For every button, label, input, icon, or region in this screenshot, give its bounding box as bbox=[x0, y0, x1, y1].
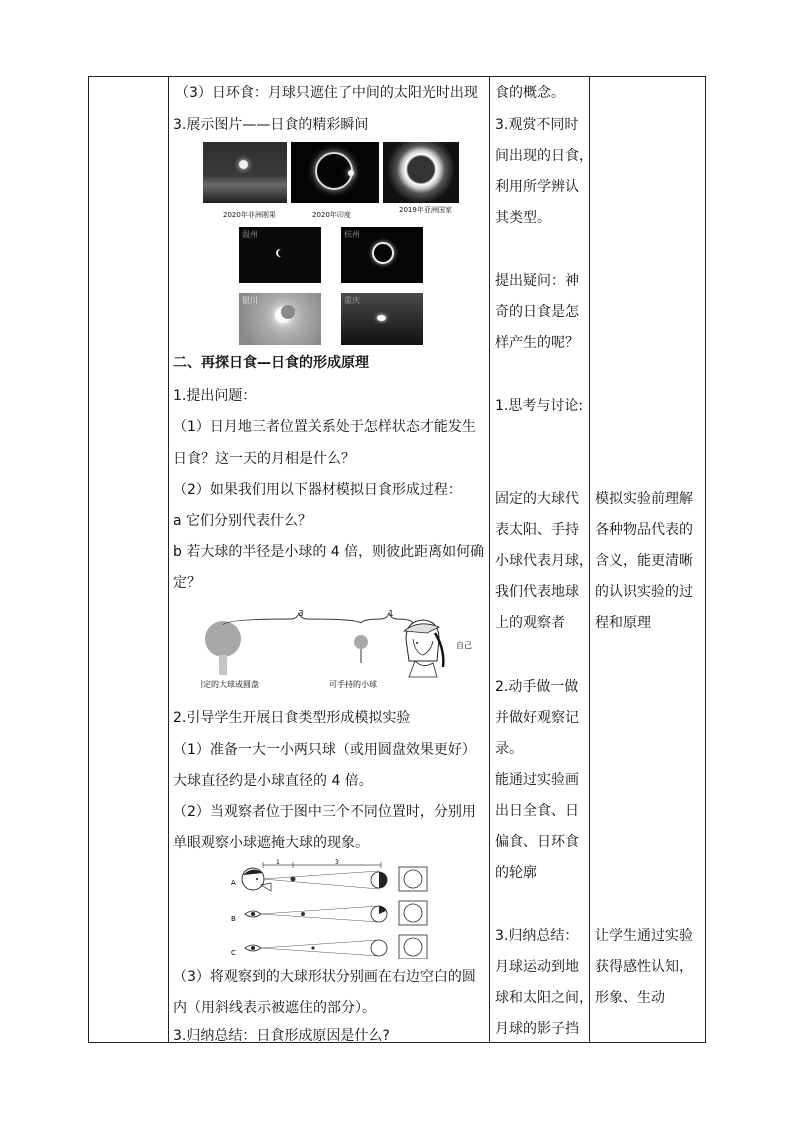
question-heading: 1.提出问题： bbox=[173, 388, 257, 404]
activity-line: 球和太阳之间， bbox=[495, 990, 593, 1006]
activity-line: 其类型。 bbox=[495, 210, 551, 226]
city-label-hangzhou: 杭州 bbox=[344, 230, 360, 239]
small-ball-label: 可手持的小球 bbox=[329, 680, 377, 689]
intent-line: 形象、生动 bbox=[595, 990, 665, 1006]
experiment-step1-line1: （1）准备一大一小两只球（或用圆盘效果更好） bbox=[173, 742, 476, 758]
position-label-c: C bbox=[231, 949, 236, 957]
summary-question: 3.归纳总结：日食形成原因是什么? bbox=[173, 1028, 390, 1044]
city-label-wenzhou: 温州 bbox=[242, 230, 258, 239]
activity-line: 3.观赏不同时 bbox=[495, 117, 579, 133]
city-label-yinchuan: 银川 bbox=[242, 296, 258, 305]
lesson-table bbox=[88, 76, 706, 1043]
activity-line: 月球的影子挡 bbox=[495, 1021, 579, 1037]
distance-label-3: 3 bbox=[298, 609, 304, 618]
activity-line: 样产生的呢？ bbox=[495, 335, 579, 351]
activity-line: 的轮廓 bbox=[495, 865, 537, 881]
activity-line: 提出疑问：神 bbox=[495, 273, 579, 289]
section2-title: 二、再探日食—日食的形成原理 bbox=[173, 355, 369, 371]
experiment-step1-line2: 大球直径约是小球直径的 4 倍。 bbox=[173, 773, 373, 789]
question-a-line: a 它们分别代表什么？ bbox=[173, 513, 313, 529]
eclipse-photo-india bbox=[291, 142, 379, 203]
activity-line: 我们代表地球 bbox=[495, 584, 579, 600]
position-label-b: B bbox=[231, 915, 236, 923]
tick-label-3: 3 bbox=[335, 859, 339, 866]
eclipse-photo-wenzhou bbox=[239, 227, 321, 283]
activity-line: 奇的日食是怎 bbox=[495, 304, 579, 320]
question-b-line1: b 若大球的半径是小球的 4 倍，则彼此距离如何确 bbox=[173, 544, 485, 560]
activity-line: 食的概念。 bbox=[495, 85, 565, 101]
activity-line: 月球运动到地 bbox=[495, 959, 579, 975]
intent-line: 的认识实验的过 bbox=[595, 584, 693, 600]
question1-line1: （1）日月地三者位置关系处于怎样状态才能发生 bbox=[173, 419, 476, 435]
activity-line: 小球代表月球， bbox=[495, 553, 593, 569]
distance-label-1: 1 bbox=[388, 609, 394, 618]
activity-line: 2.动手做一做 bbox=[495, 679, 579, 695]
eclipse-photo-asia bbox=[383, 142, 459, 203]
question2-line: （2）如果我们用以下器材模拟日食形成过程： bbox=[173, 482, 462, 498]
caption-india: 2020年印度 bbox=[312, 211, 351, 219]
eclipse-photo-yinchuan bbox=[239, 293, 321, 345]
experiment-step2-line2: 单眼观察小球遮掩大球的现象。 bbox=[173, 835, 369, 851]
eclipse-photo-congo bbox=[203, 142, 287, 203]
column-divider-1 bbox=[168, 77, 169, 1042]
activity-line: 3.归纳总结： bbox=[495, 928, 579, 944]
self-label: 自己 bbox=[456, 641, 472, 650]
experiment-step3-line2: 内（用斜线表示被遮住的部分）。 bbox=[173, 1000, 376, 1016]
activity-line: 偏食、日环食 bbox=[495, 834, 579, 850]
annular-eclipse-line: （3）日环食：月球只遮住了中间的太阳光时出现 bbox=[175, 85, 478, 101]
experiment-step2-line1: （2）当观察者位于图中三个不同位置时，分别用 bbox=[173, 804, 476, 820]
activity-line: 间出现的日食， bbox=[495, 148, 593, 164]
activity-line: 表太阳、手持 bbox=[495, 522, 579, 538]
city-label-chongqing: 重庆 bbox=[344, 296, 360, 305]
intent-line: 让学生通过实验 bbox=[595, 928, 693, 944]
question1-line2: 日食？这一天的月相是什么？ bbox=[173, 451, 355, 467]
tick-label-1: 1 bbox=[276, 859, 280, 866]
activity-line: 固定的大球代 bbox=[495, 491, 579, 507]
big-ball-label: 固定的大球或圆盘 bbox=[201, 680, 259, 689]
activity-line: 利用所学辨认 bbox=[495, 179, 579, 195]
question-b-line2: 定？ bbox=[173, 575, 201, 591]
experiment-step3-line1: （3）将观察到的大球形状分别画在右边空白的圆 bbox=[173, 969, 476, 985]
experiment-heading: 2.引导学生开展日食类型形成模拟实验 bbox=[173, 710, 411, 726]
eclipse-photo-hangzhou bbox=[341, 227, 423, 283]
activity-line: 上的观察者 bbox=[495, 615, 565, 631]
position-label-a: A bbox=[231, 879, 236, 887]
caption-congo: 2020年非洲刚果 bbox=[223, 211, 276, 219]
intent-line: 模拟实验前理解 bbox=[595, 491, 693, 507]
activity-line: 录。 bbox=[495, 741, 523, 757]
intent-line: 各种物品代表的 bbox=[595, 522, 693, 538]
activity-line: 出日全食、日 bbox=[495, 803, 579, 819]
column-divider-2 bbox=[489, 77, 490, 1042]
intent-line: 获得感性认知， bbox=[595, 959, 693, 975]
show-pictures-line: 3.展示图片——日食的精彩瞬间 bbox=[173, 117, 369, 133]
activity-line: 并做好观察记 bbox=[495, 710, 579, 726]
ball-setup-diagram bbox=[201, 605, 481, 690]
intent-line: 含义，能更清晰 bbox=[595, 553, 693, 569]
activity-line: 1.思考与讨论: bbox=[495, 398, 584, 414]
observation-diagram bbox=[231, 859, 451, 959]
activity-line: 能通过实验画 bbox=[495, 772, 579, 788]
intent-line: 程和原理 bbox=[595, 615, 651, 631]
eclipse-photo-chongqing bbox=[341, 293, 423, 345]
caption-asia: 2019年亚洲国家 bbox=[399, 206, 452, 214]
